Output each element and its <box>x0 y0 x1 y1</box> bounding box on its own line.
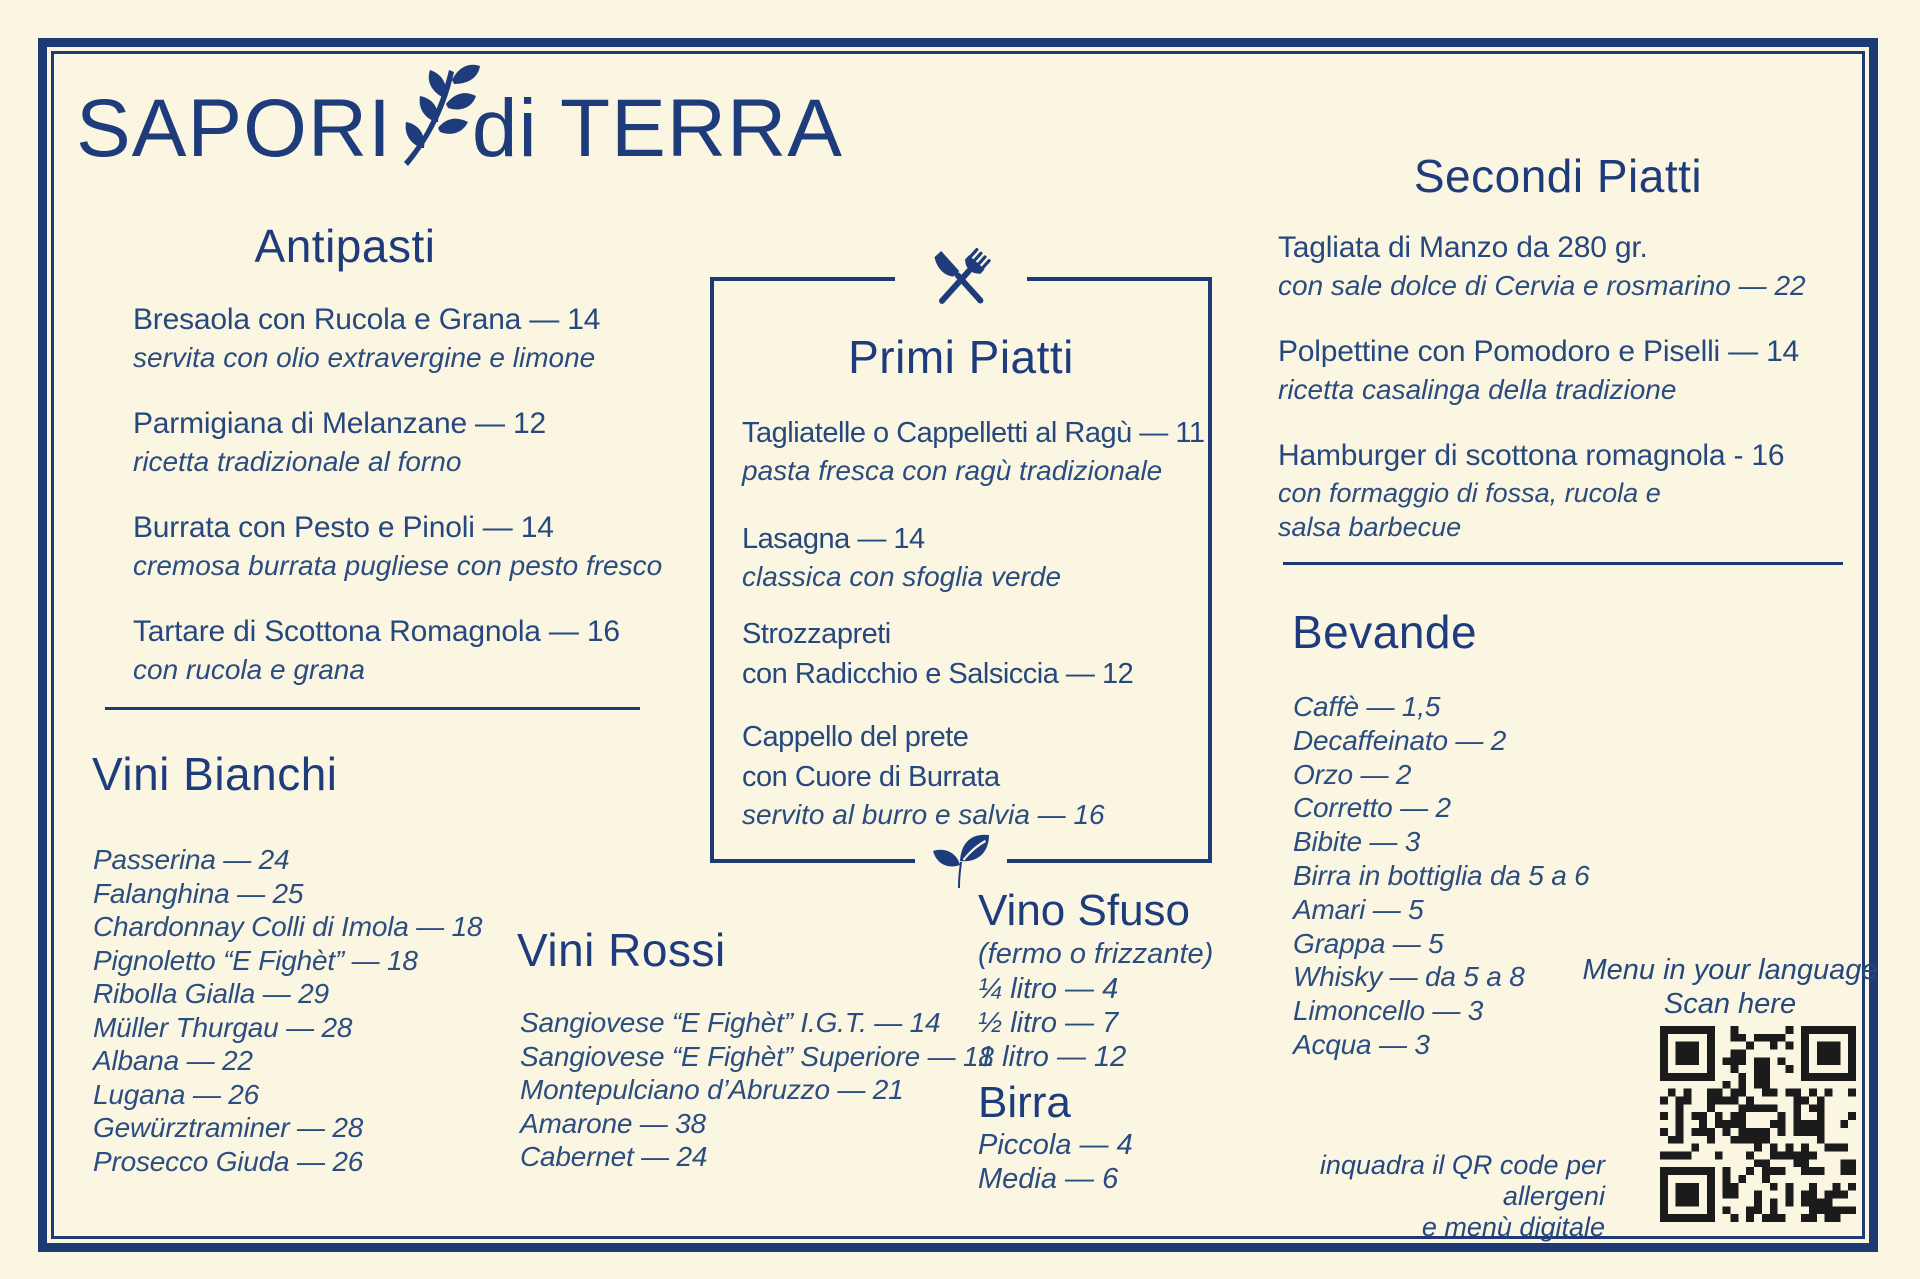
list-item: Corretto — 2 <box>1293 792 1451 824</box>
qr-language-line1: Menu in your language <box>1582 954 1878 986</box>
wine-list-item: Sangiovese “E Fighèt” I.G.T. — 14 <box>520 1007 941 1038</box>
leaf-icon <box>915 831 1007 889</box>
antipasti-title: Antipasti <box>254 220 436 272</box>
allergen-note <box>1230 1150 1605 1243</box>
item-desc-line2: salsa barbecue <box>1278 512 1462 542</box>
menu-item <box>1278 332 1806 408</box>
vino-sfuso-title: Vino Sfuso <box>978 886 1191 935</box>
secondi-piatti-section <box>1278 228 1806 572</box>
item-name: Tagliata di Manzo da 280 gr. <box>1278 231 1648 264</box>
wine-list-item: Cabernet — 24 <box>520 1141 708 1172</box>
menu-item <box>742 614 1133 694</box>
list-item: Media — 6 <box>978 1163 1119 1195</box>
list-item: Orzo — 2 <box>1293 758 1412 790</box>
menu-item <box>1278 436 1806 544</box>
list-item: Piccola — 4 <box>978 1129 1133 1161</box>
list-item: Caffè — 1,5 <box>1293 691 1441 722</box>
knife-fork-icon <box>895 243 1027 315</box>
primi-piatti-title: Primi Piatti <box>848 331 1074 383</box>
birra-title: Birra <box>978 1078 1071 1127</box>
item-name: Parmigiana di Melanzane — 12 <box>133 407 546 440</box>
item-desc: pasta fresca con ragù tradizionale <box>742 455 1163 486</box>
logo-text-sapori: SAPORI <box>76 83 392 175</box>
secondi-divider <box>1283 562 1843 565</box>
vino-sfuso-subtitle: (fermo o frizzante) <box>978 938 1214 970</box>
item-name: Cappello del prete <box>742 721 969 753</box>
item-name-line2: con Radicchio e Salsiccia — 12 <box>742 658 1134 690</box>
qr-language-label <box>1580 953 1880 1021</box>
item-desc: servita con olio extravergine e limone <box>133 342 596 373</box>
antipasti-section <box>133 300 662 716</box>
item-name-line2: con Cuore di Burrata <box>742 761 1000 793</box>
list-item: Whisky — da 5 a 8 <box>1293 961 1525 993</box>
wine-list-item: Chardonnay Colli di Imola — 18 <box>93 911 483 942</box>
list-item: Bibite — 3 <box>1293 826 1421 858</box>
vini-bianchi-title: Vini Bianchi <box>92 748 338 800</box>
item-desc: ricetta tradizionale al forno <box>133 446 462 477</box>
item-desc: con formaggio di fossa, rucola e <box>1278 478 1661 508</box>
menu-item <box>742 519 1061 595</box>
item-desc: con sale dolce di Cervia e rosmarino — 22 <box>1278 270 1806 301</box>
qr-scan-label: Scan here <box>1663 988 1797 1020</box>
allergen-note-line1: inquadra il QR code per allergeni <box>1319 1150 1605 1211</box>
list-item: ½ litro — 7 <box>978 1007 1119 1039</box>
allergen-note-line2: e menù digitale <box>1421 1212 1605 1242</box>
menu-item <box>133 300 662 376</box>
list-item: Acqua — 3 <box>1293 1028 1430 1060</box>
list-item: ¼ litro — 4 <box>978 973 1119 1005</box>
menu-item <box>133 612 662 688</box>
item-name: Bresaola con Rucola e Grana — 14 <box>133 303 601 336</box>
restaurant-logo <box>76 64 843 175</box>
wine-list-item: Amarone — 38 <box>520 1107 706 1139</box>
item-desc: ricetta casalinga della tradizione <box>1278 374 1677 405</box>
bevande-section <box>1293 690 1590 1062</box>
list-item: Grappa — 5 <box>1293 927 1444 959</box>
vini-rossi-title: Vini Rossi <box>517 924 726 976</box>
logo-text-di-terra: di TERRA <box>471 83 843 175</box>
wine-list-item: Ribolla Gialla — 29 <box>93 978 329 1009</box>
list-item: Birra in bottiglia da 5 a 6 <box>1293 859 1590 891</box>
wine-list-item: Sangiovese “E Fighèt” Superiore — 18 <box>520 1040 994 1072</box>
item-name: Burrata con Pesto e Pinoli — 14 <box>133 511 554 544</box>
wine-list-item: Gewürztraminer — 28 <box>93 1112 364 1143</box>
vini-rossi-section <box>520 1006 994 1174</box>
list-item: Amari — 5 <box>1293 893 1424 925</box>
menu-item <box>742 413 1204 489</box>
item-desc: cremosa burrata pugliese con pesto fresco <box>133 550 663 581</box>
wine-list-item: Falanghina — 25 <box>93 877 304 909</box>
list-item: Limoncello — 3 <box>1293 995 1484 1027</box>
antipasti-divider <box>105 707 640 710</box>
vini-bianchi-section <box>93 843 482 1178</box>
item-desc: classica con sfoglia verde <box>742 561 1062 592</box>
item-name: Tagliatelle o Cappelletti al Ragù — 11 <box>742 417 1205 449</box>
item-name: Strozzapreti <box>742 618 891 650</box>
menu-item <box>133 508 662 584</box>
item-desc: servito al burro e salvia — 16 <box>742 799 1105 830</box>
menu-item <box>133 404 662 480</box>
item-desc: con rucola e grana <box>133 654 365 685</box>
list-item: 1 litro — 12 <box>978 1041 1127 1073</box>
bevande-title: Bevande <box>1292 606 1478 658</box>
primi-piatti-box <box>710 277 1212 863</box>
wine-list-item: Lugana — 26 <box>93 1078 259 1110</box>
wine-list-item: Prosecco Giuda — 26 <box>93 1145 364 1177</box>
menu-item <box>1278 228 1806 304</box>
list-item: Decaffeinato — 2 <box>1293 724 1507 756</box>
item-name: Lasagna — 14 <box>742 523 925 555</box>
secondi-piatti-title: Secondi Piatti <box>1413 150 1703 202</box>
wine-list-item: Pignoletto “E Fighèt” — 18 <box>93 944 418 976</box>
item-name: Tartare di Scottona Romagnola — 16 <box>133 615 620 648</box>
item-name: Polpettine con Pomodoro e Piselli — 14 <box>1278 335 1800 368</box>
wine-list-item: Passerina — 24 <box>93 844 290 875</box>
wine-list-item: Müller Thurgau — 28 <box>93 1011 353 1043</box>
qr-code <box>1660 1026 1856 1222</box>
wine-list-item: Albana — 22 <box>93 1045 253 1076</box>
item-name: Hamburger di scottona romagnola - 16 <box>1278 439 1785 472</box>
menu-item <box>742 717 1105 833</box>
wine-list-item: Montepulciano d’Abruzzo — 21 <box>520 1074 904 1105</box>
